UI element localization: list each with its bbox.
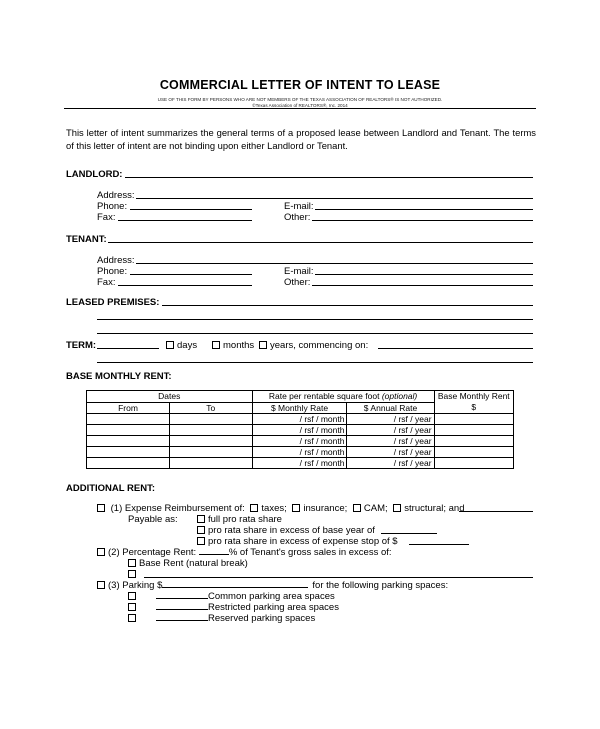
expense-stop-checkbox[interactable]	[197, 537, 205, 545]
base-rent-natural-break[interactable]: Base Rent (natural break)	[128, 558, 248, 569]
landlord-heading: LANDLORD:	[66, 169, 123, 180]
base-cell[interactable]	[434, 436, 513, 447]
table-row	[87, 447, 514, 458]
landlord-email-label: E-mail:	[284, 201, 314, 212]
monthly-cell[interactable]: / rsf / month	[252, 425, 347, 436]
premises-field-2[interactable]	[97, 319, 533, 320]
landlord-fax-label: Fax:	[97, 212, 116, 223]
term-extra-field[interactable]	[97, 362, 533, 363]
term-length-field[interactable]	[97, 348, 159, 349]
expense-stop-option[interactable]: pro rata share in excess of expense stop of $	[197, 536, 398, 547]
reserved-parking-count[interactable]	[156, 620, 208, 621]
table-row	[87, 458, 514, 469]
reserved-parking-checkbox[interactable]	[128, 614, 136, 622]
tenant-heading: TENANT:	[66, 234, 107, 245]
expense-other-field[interactable]	[459, 511, 533, 512]
to-cell[interactable]	[169, 425, 252, 436]
reserved-parking-row: Reserved parking spaces	[128, 613, 315, 624]
from-cell[interactable]	[87, 436, 170, 447]
table-row	[87, 436, 514, 447]
expense-checkbox[interactable]	[97, 504, 105, 512]
common-parking-checkbox[interactable]	[128, 592, 136, 600]
monthly-rate-header: $ Monthly Rate	[252, 402, 347, 414]
table-row	[87, 414, 514, 425]
usage-notice: USE OF THIS FORM BY PERSONS WHO ARE NOT MEMBERS OF THE TEXAS ASSOCIATION OF REALTORS® IS NOT AUTHORIZED.	[157, 97, 443, 102]
landlord-other-field[interactable]	[312, 220, 533, 221]
percentage-other-option[interactable]	[128, 569, 139, 580]
rent-table	[86, 390, 514, 469]
base-cell[interactable]	[434, 447, 513, 458]
annual-rate-header: $ Annual Rate	[347, 402, 434, 414]
from-cell[interactable]	[87, 458, 170, 469]
base-cell[interactable]	[434, 414, 513, 425]
base-year-option[interactable]: pro rata share in excess of base year of	[197, 525, 375, 536]
base-cell[interactable]	[434, 458, 513, 469]
term-months-option[interactable]	[212, 340, 254, 351]
base-year-field[interactable]	[381, 533, 437, 534]
tenant-email-field[interactable]	[315, 274, 533, 275]
percentage-other-field[interactable]	[144, 577, 533, 578]
header-rule	[64, 108, 536, 109]
tenant-name-field[interactable]	[108, 242, 533, 243]
expense-stop-field[interactable]	[409, 544, 469, 545]
monthly-cell[interactable]: / rsf / month	[252, 447, 347, 458]
annual-cell[interactable]: / rsf / year	[347, 458, 434, 469]
parking-amount-field[interactable]	[162, 587, 308, 588]
to-header: To	[169, 402, 252, 414]
parking-checkbox[interactable]	[97, 581, 105, 589]
annual-cell[interactable]: / rsf / year	[347, 425, 434, 436]
base-cell[interactable]	[434, 425, 513, 436]
base-rent-header: Base Monthly Rent $	[434, 391, 513, 414]
full-share-option[interactable]: full pro rata share	[197, 514, 282, 525]
tenant-fax-field[interactable]	[118, 285, 252, 286]
landlord-fax-field[interactable]	[118, 220, 252, 221]
percentage-other-checkbox[interactable]	[128, 570, 136, 578]
tenant-email-label: E-mail:	[284, 266, 314, 277]
taxes-checkbox[interactable]	[250, 504, 258, 512]
common-parking-count[interactable]	[156, 598, 208, 599]
tenant-phone-field[interactable]	[130, 274, 252, 275]
tenant-address-field[interactable]	[136, 263, 533, 264]
tenant-other-label: Other:	[284, 277, 311, 288]
landlord-phone-label: Phone:	[97, 201, 128, 212]
term-commencement-field[interactable]	[378, 348, 533, 349]
cam-checkbox[interactable]	[353, 504, 361, 512]
percentage-rent-checkbox[interactable]	[97, 548, 105, 556]
percentage-rent-row: (2) Percentage Rent: % of Tenant's gross sales in excess of:	[97, 547, 392, 558]
insurance-checkbox[interactable]	[292, 504, 300, 512]
years-label: years, commencing on:	[270, 340, 369, 351]
restricted-parking-row: Restricted parking area spaces	[128, 602, 339, 613]
document-title: COMMERCIAL LETTER OF INTENT TO LEASE	[159, 78, 441, 92]
annual-cell[interactable]: / rsf / year	[347, 414, 434, 425]
monthly-cell[interactable]: / rsf / month	[252, 458, 347, 469]
landlord-address-label: Address:	[97, 190, 135, 201]
landlord-phone-field[interactable]	[130, 209, 252, 210]
table-row	[87, 425, 514, 436]
premises-heading: LEASED PREMISES:	[66, 297, 160, 308]
landlord-address-field[interactable]	[136, 198, 533, 199]
from-cell[interactable]	[87, 425, 170, 436]
natural-break-checkbox[interactable]	[128, 559, 136, 567]
to-cell[interactable]	[169, 447, 252, 458]
to-cell[interactable]	[169, 436, 252, 447]
structural-checkbox[interactable]	[393, 504, 401, 512]
copyright-notice: ©Texas Association of REALTORS®, Inc. 2014	[252, 103, 348, 108]
expense-reimbursement-row: (1) Expense Reimbursement of: taxes; insurance; CAM; structural; and	[97, 503, 464, 514]
restricted-parking-count[interactable]	[156, 609, 208, 610]
premises-field-3[interactable]	[97, 333, 533, 334]
rent-heading: BASE MONTHLY RENT:	[66, 371, 172, 382]
to-cell[interactable]	[169, 458, 252, 469]
restricted-parking-checkbox[interactable]	[128, 603, 136, 611]
from-header: From	[87, 402, 170, 414]
term-years-option[interactable]	[259, 340, 368, 351]
from-cell[interactable]	[87, 414, 170, 425]
monthly-cell[interactable]: / rsf / month	[252, 436, 347, 447]
base-year-checkbox[interactable]	[197, 526, 205, 534]
tenant-phone-label: Phone:	[97, 266, 128, 277]
annual-cell[interactable]: / rsf / year	[347, 447, 434, 458]
percentage-field[interactable]	[199, 554, 229, 555]
parking-row: (3) Parking $ for the following parking spaces:	[97, 580, 448, 591]
months-label: months	[223, 340, 255, 351]
dates-header: Dates	[87, 391, 253, 403]
to-cell[interactable]	[169, 414, 252, 425]
rate-header: Rate per rentable square foot (optional)	[252, 391, 434, 403]
landlord-other-label: Other:	[284, 212, 311, 223]
additional-heading: ADDITIONAL RENT:	[66, 483, 156, 494]
annual-cell[interactable]: / rsf / year	[347, 436, 434, 447]
landlord-name-field[interactable]	[125, 177, 533, 178]
tenant-address-label: Address:	[97, 255, 135, 266]
payable-as-label: Payable as:	[128, 514, 178, 525]
months-checkbox[interactable]	[212, 341, 220, 349]
days-checkbox[interactable]	[166, 341, 174, 349]
common-parking-row: Common parking area spaces	[128, 591, 335, 602]
term-days-option[interactable]	[166, 340, 197, 351]
years-checkbox[interactable]	[259, 341, 267, 349]
monthly-cell[interactable]: / rsf / month	[252, 414, 347, 425]
landlord-email-field[interactable]	[315, 209, 533, 210]
full-share-checkbox[interactable]	[197, 515, 205, 523]
term-heading: TERM:	[66, 340, 97, 351]
from-cell[interactable]	[87, 447, 170, 458]
intro-paragraph: This letter of intent summarizes the general terms of a proposed lease between Landlord and Tenant. The terms of this letter of intent are not binding upon either Landlord or Tenant.	[66, 127, 536, 151]
tenant-other-field[interactable]	[312, 285, 533, 286]
tenant-fax-label: Fax:	[97, 277, 116, 288]
premises-field-1[interactable]	[162, 305, 533, 306]
days-label: days	[177, 340, 198, 351]
